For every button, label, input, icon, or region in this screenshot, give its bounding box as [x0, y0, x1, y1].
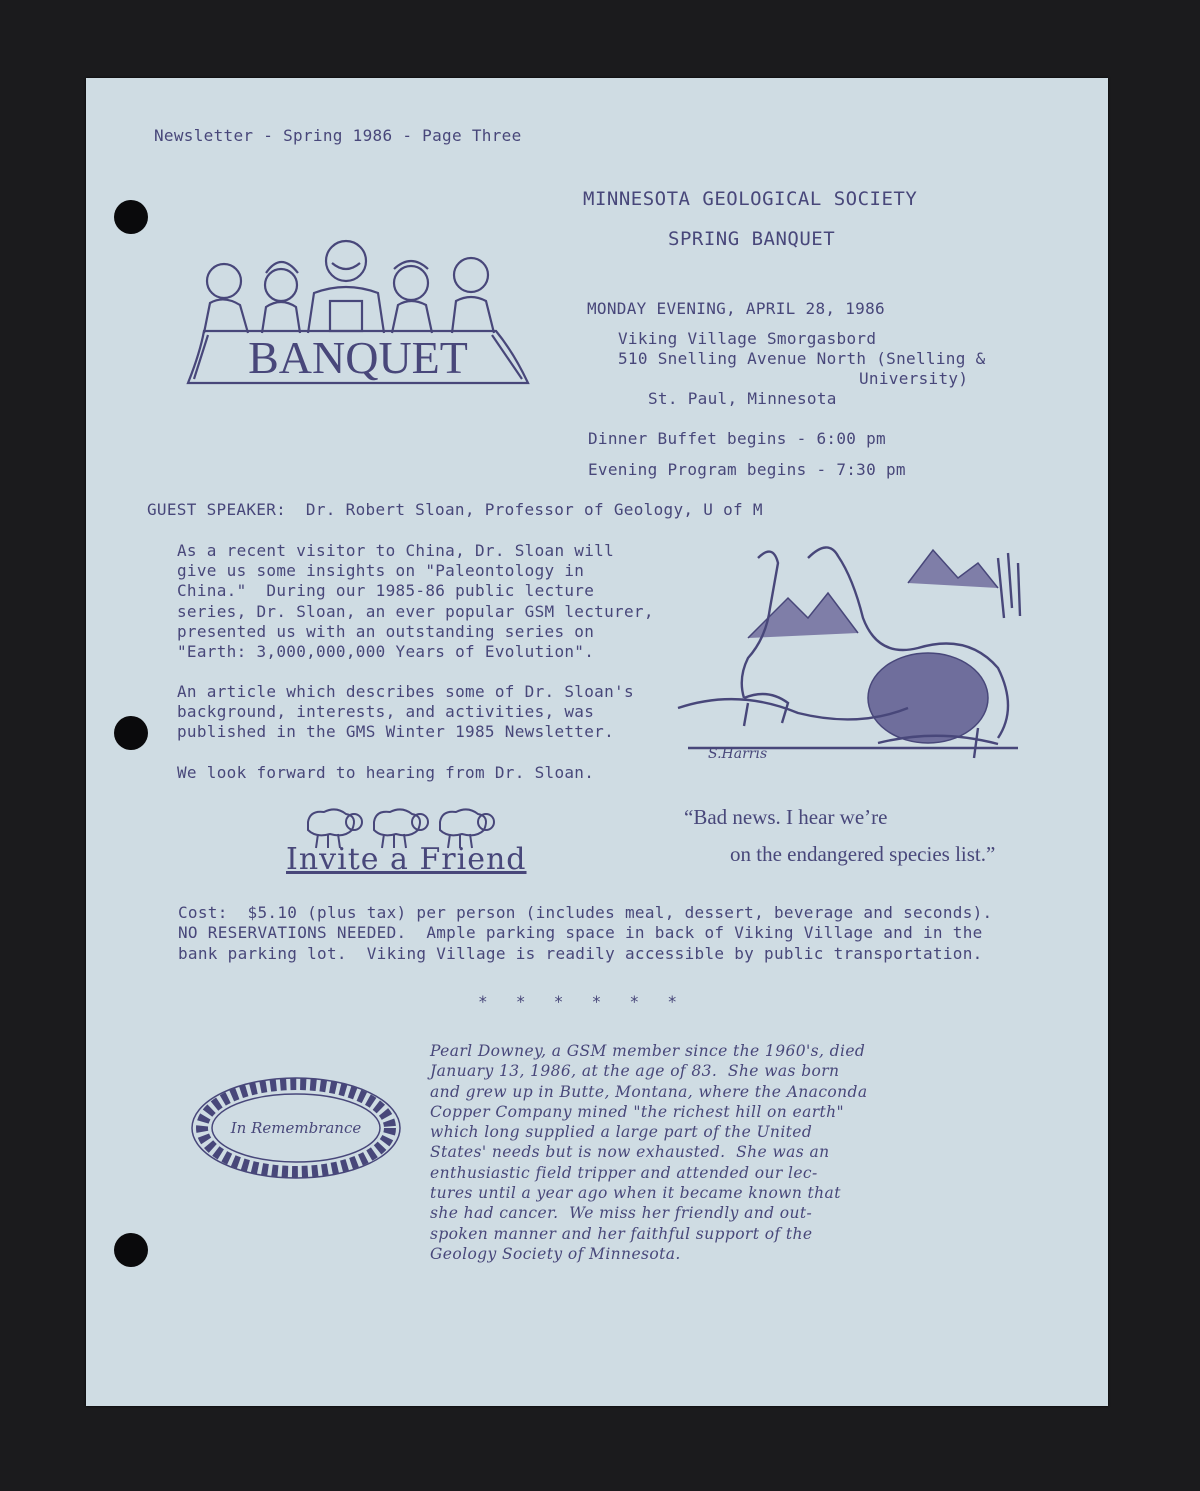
binder-hole-top [114, 200, 148, 234]
speaker-p2-line: background, interests, and activities, was [177, 702, 595, 722]
remembrance-line: tures until a year ago when it became known that [430, 1184, 841, 1203]
binder-hole-middle [114, 716, 148, 750]
event-date: MONDAY EVENING, APRIL 28, 1986 [587, 299, 885, 318]
speaker-p2-line: An article which describes some of Dr. Sloan's [177, 682, 634, 701]
newsletter-page [86, 78, 1108, 1406]
program-time: Evening Program begins - 7:30 pm [588, 460, 906, 479]
cartoon-caption-line-1: “Bad news. I hear we’re [684, 805, 888, 829]
section-divider: * * * * * * [478, 992, 678, 1011]
cost-line: bank parking lot. Viking Village is readily accessible by public transportation. [178, 943, 983, 963]
dinosaur-cartoon [678, 538, 1038, 778]
remembrance-paragraph [430, 1041, 867, 1264]
remembrance-wreath [196, 1078, 396, 1178]
invite-friend-text: Invite a Friend [286, 842, 527, 877]
page-header: Newsletter - Spring 1986 - Page Three [154, 126, 522, 145]
speaker-p1-line: "Earth: 3,000,000,000 Years of Evolution". [177, 642, 595, 662]
speaker-p1-line: series, Dr. Sloan, an ever popular GSM lecturer, [177, 601, 654, 621]
speaker-p1-line: presented us with an outstanding series on [177, 621, 595, 641]
cost-paragraph [178, 903, 993, 964]
cartoon-caption-line-2: on the endangered species list.” [730, 842, 996, 866]
remembrance-line: enthusiastic field tripper and attended our lec- [430, 1163, 818, 1182]
banquet-illustration [186, 223, 531, 398]
speaker-p2-line: published in the GMS Winter 1985 Newsletter. [177, 722, 615, 742]
remembrance-line: Pearl Downey, a GSM member since the 1960's, died [430, 1042, 866, 1060]
speaker-paragraph-1 [177, 541, 654, 662]
venue-line-1: Viking Village Smorgasbord [618, 329, 877, 348]
cartoon-signature: S.Harris [708, 746, 768, 762]
speaker-p1-line: give us some insights on "Paleontology in [177, 561, 585, 581]
remembrance-line: she had cancer. We miss her friendly and out- [430, 1204, 813, 1223]
speaker-p1-line: China." During our 1985-86 public lecture [177, 581, 595, 601]
venue-line-3: University) [859, 369, 969, 388]
remembrance-line: spoken manner and her faithful support of the [430, 1224, 813, 1243]
remembrance-line: and grew up in Butte, Montana, where the Anaconda [430, 1082, 868, 1101]
event-title: SPRING BANQUET [668, 228, 836, 250]
venue-line-4: St. Paul, Minnesota [648, 389, 837, 408]
speaker-paragraph-3: We look forward to hearing from Dr. Sloan. [177, 763, 595, 782]
remembrance-line: Geology Society of Minnesota. [430, 1244, 681, 1263]
remembrance-line: January 13, 1986, at the age of 83. She was born [430, 1062, 840, 1081]
speaker-p1-line: As a recent visitor to China, Dr. Sloan will [177, 541, 615, 560]
remembrance-line: which long supplied a large part of the United [430, 1123, 813, 1142]
speaker-paragraph-2 [177, 682, 634, 743]
binder-hole-bottom [114, 1233, 148, 1267]
remembrance-label: In Remembrance [230, 1119, 362, 1137]
dinner-time: Dinner Buffet begins - 6:00 pm [588, 429, 886, 448]
cost-line: Cost: $5.10 (plus tax) per person (includes meal, dessert, beverage and seconds). [178, 903, 993, 922]
org-title: MINNESOTA GEOLOGICAL SOCIETY [583, 188, 918, 210]
banquet-word: BANQUET [248, 332, 468, 383]
remembrance-line: Copper Company mined "the richest hill on earth" [430, 1102, 845, 1121]
guest-speaker-line: GUEST SPEAKER: Dr. Robert Sloan, Professor of Geology, U of M [147, 500, 763, 519]
remembrance-line: States' needs but is now exhausted. She was an [430, 1143, 830, 1162]
venue-line-2: 510 Snelling Avenue North (Snelling & [618, 349, 986, 368]
cost-line: NO RESERVATIONS NEEDED. Ample parking space in back of Viking Village and in the [178, 923, 983, 943]
